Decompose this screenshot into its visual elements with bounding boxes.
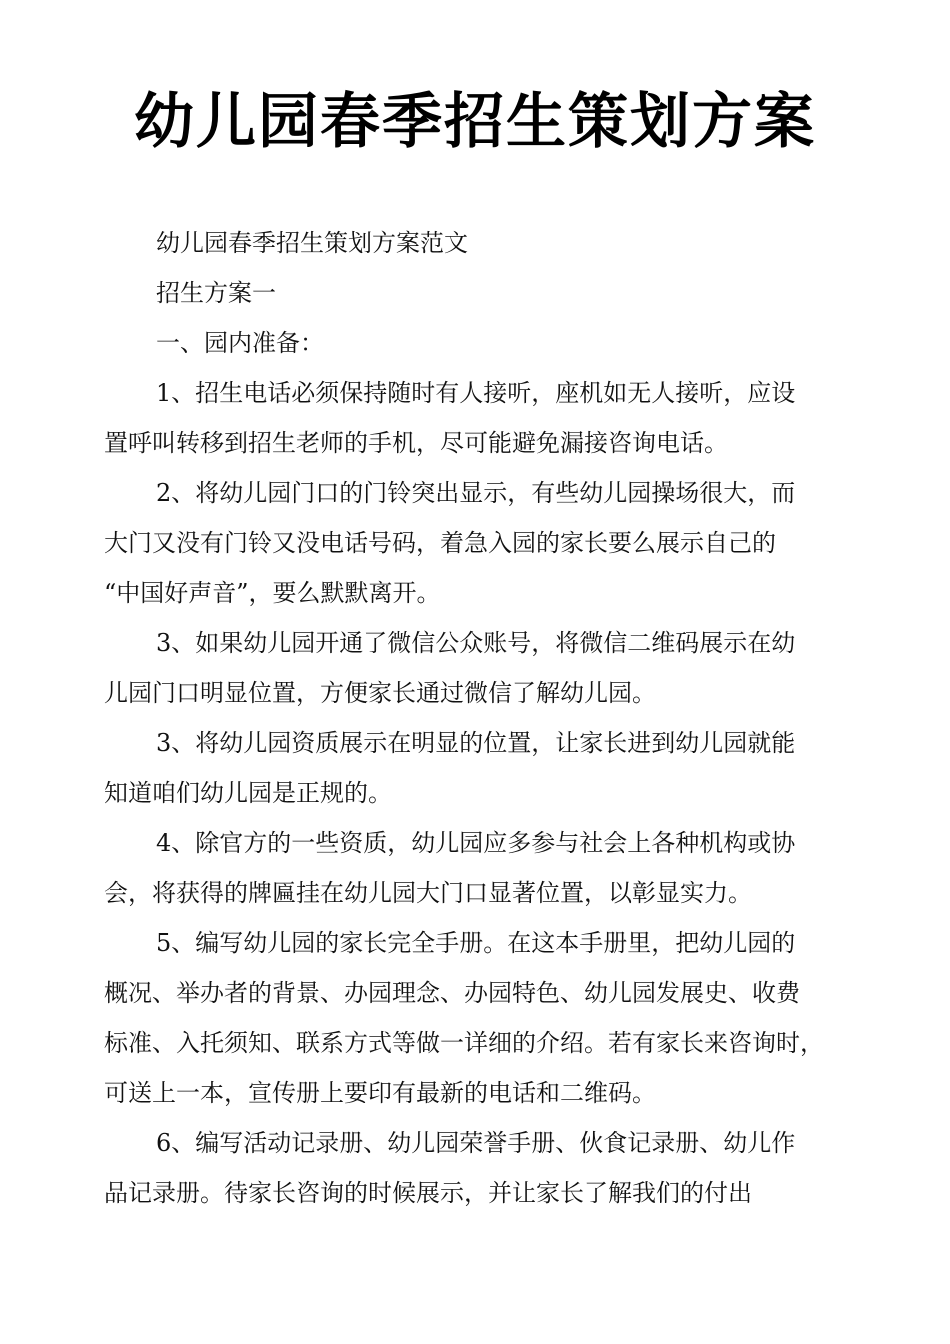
paragraph-line: 3、将幼儿园资质展示在明显的位置，让家长进到幼儿园就能 <box>156 729 796 757</box>
paragraph-line: 1、招生电话必须保持随时有人接听，座机如无人接听，应设 <box>156 379 796 407</box>
paragraph-line: 4、除官方的一些资质，幼儿园应多参与社会上各种机构或协 <box>156 829 796 857</box>
paragraph-line: 可送上一本，宣传册上要印有最新的电话和二维码。 <box>104 1079 656 1107</box>
paragraph-line: 置呼叫转移到招生老师的手机，尽可能避免漏接咨询电话。 <box>104 429 728 457</box>
paragraph-line: 3、如果幼儿园开通了微信公众账号，将微信二维码展示在幼 <box>156 629 796 657</box>
paragraph-line: 大门又没有门铃又没电话号码，着急入园的家长要么展示自己的 <box>104 529 776 557</box>
document-title: 幼儿园春季招生策划方案 <box>134 87 816 157</box>
paragraph-line: 知道咱们幼儿园是正规的。 <box>104 779 392 807</box>
document-body <box>104 218 862 1218</box>
paragraph-line: “中国好声音”，要么默默离开。 <box>104 579 441 607</box>
paragraph-line: 5、编写幼儿园的家长完全手册。在这本手册里，把幼儿园的 <box>156 929 796 957</box>
paragraph-line: 一、园内准备： <box>156 329 324 357</box>
paragraph-line: 标准、入托须知、联系方式等做一详细的介绍。若有家长来咨询时， <box>104 1029 824 1057</box>
paragraph-line: 概况、举办者的背景、办园理念、办园特色、幼儿园发展史、收费 <box>104 979 800 1007</box>
paragraph-line: 会，将获得的牌匾挂在幼儿园大门口显著位置，以彰显实力。 <box>104 879 752 907</box>
paragraph-line: 幼儿园春季招生策划方案范文 <box>156 229 468 257</box>
paragraph-line: 儿园门口明显位置，方便家长通过微信了解幼儿园。 <box>104 679 656 707</box>
paragraph-line: 6、编写活动记录册、幼儿园荣誉手册、伙食记录册、幼儿作 <box>156 1129 796 1157</box>
paragraph-line: 招生方案一 <box>156 279 276 307</box>
paragraph-line: 品记录册。待家长咨询的时候展示，并让家长了解我们的付出 <box>104 1179 752 1207</box>
paragraph-line: 2、将幼儿园门口的门铃突出显示，有些幼儿园操场很大，而 <box>156 479 796 507</box>
